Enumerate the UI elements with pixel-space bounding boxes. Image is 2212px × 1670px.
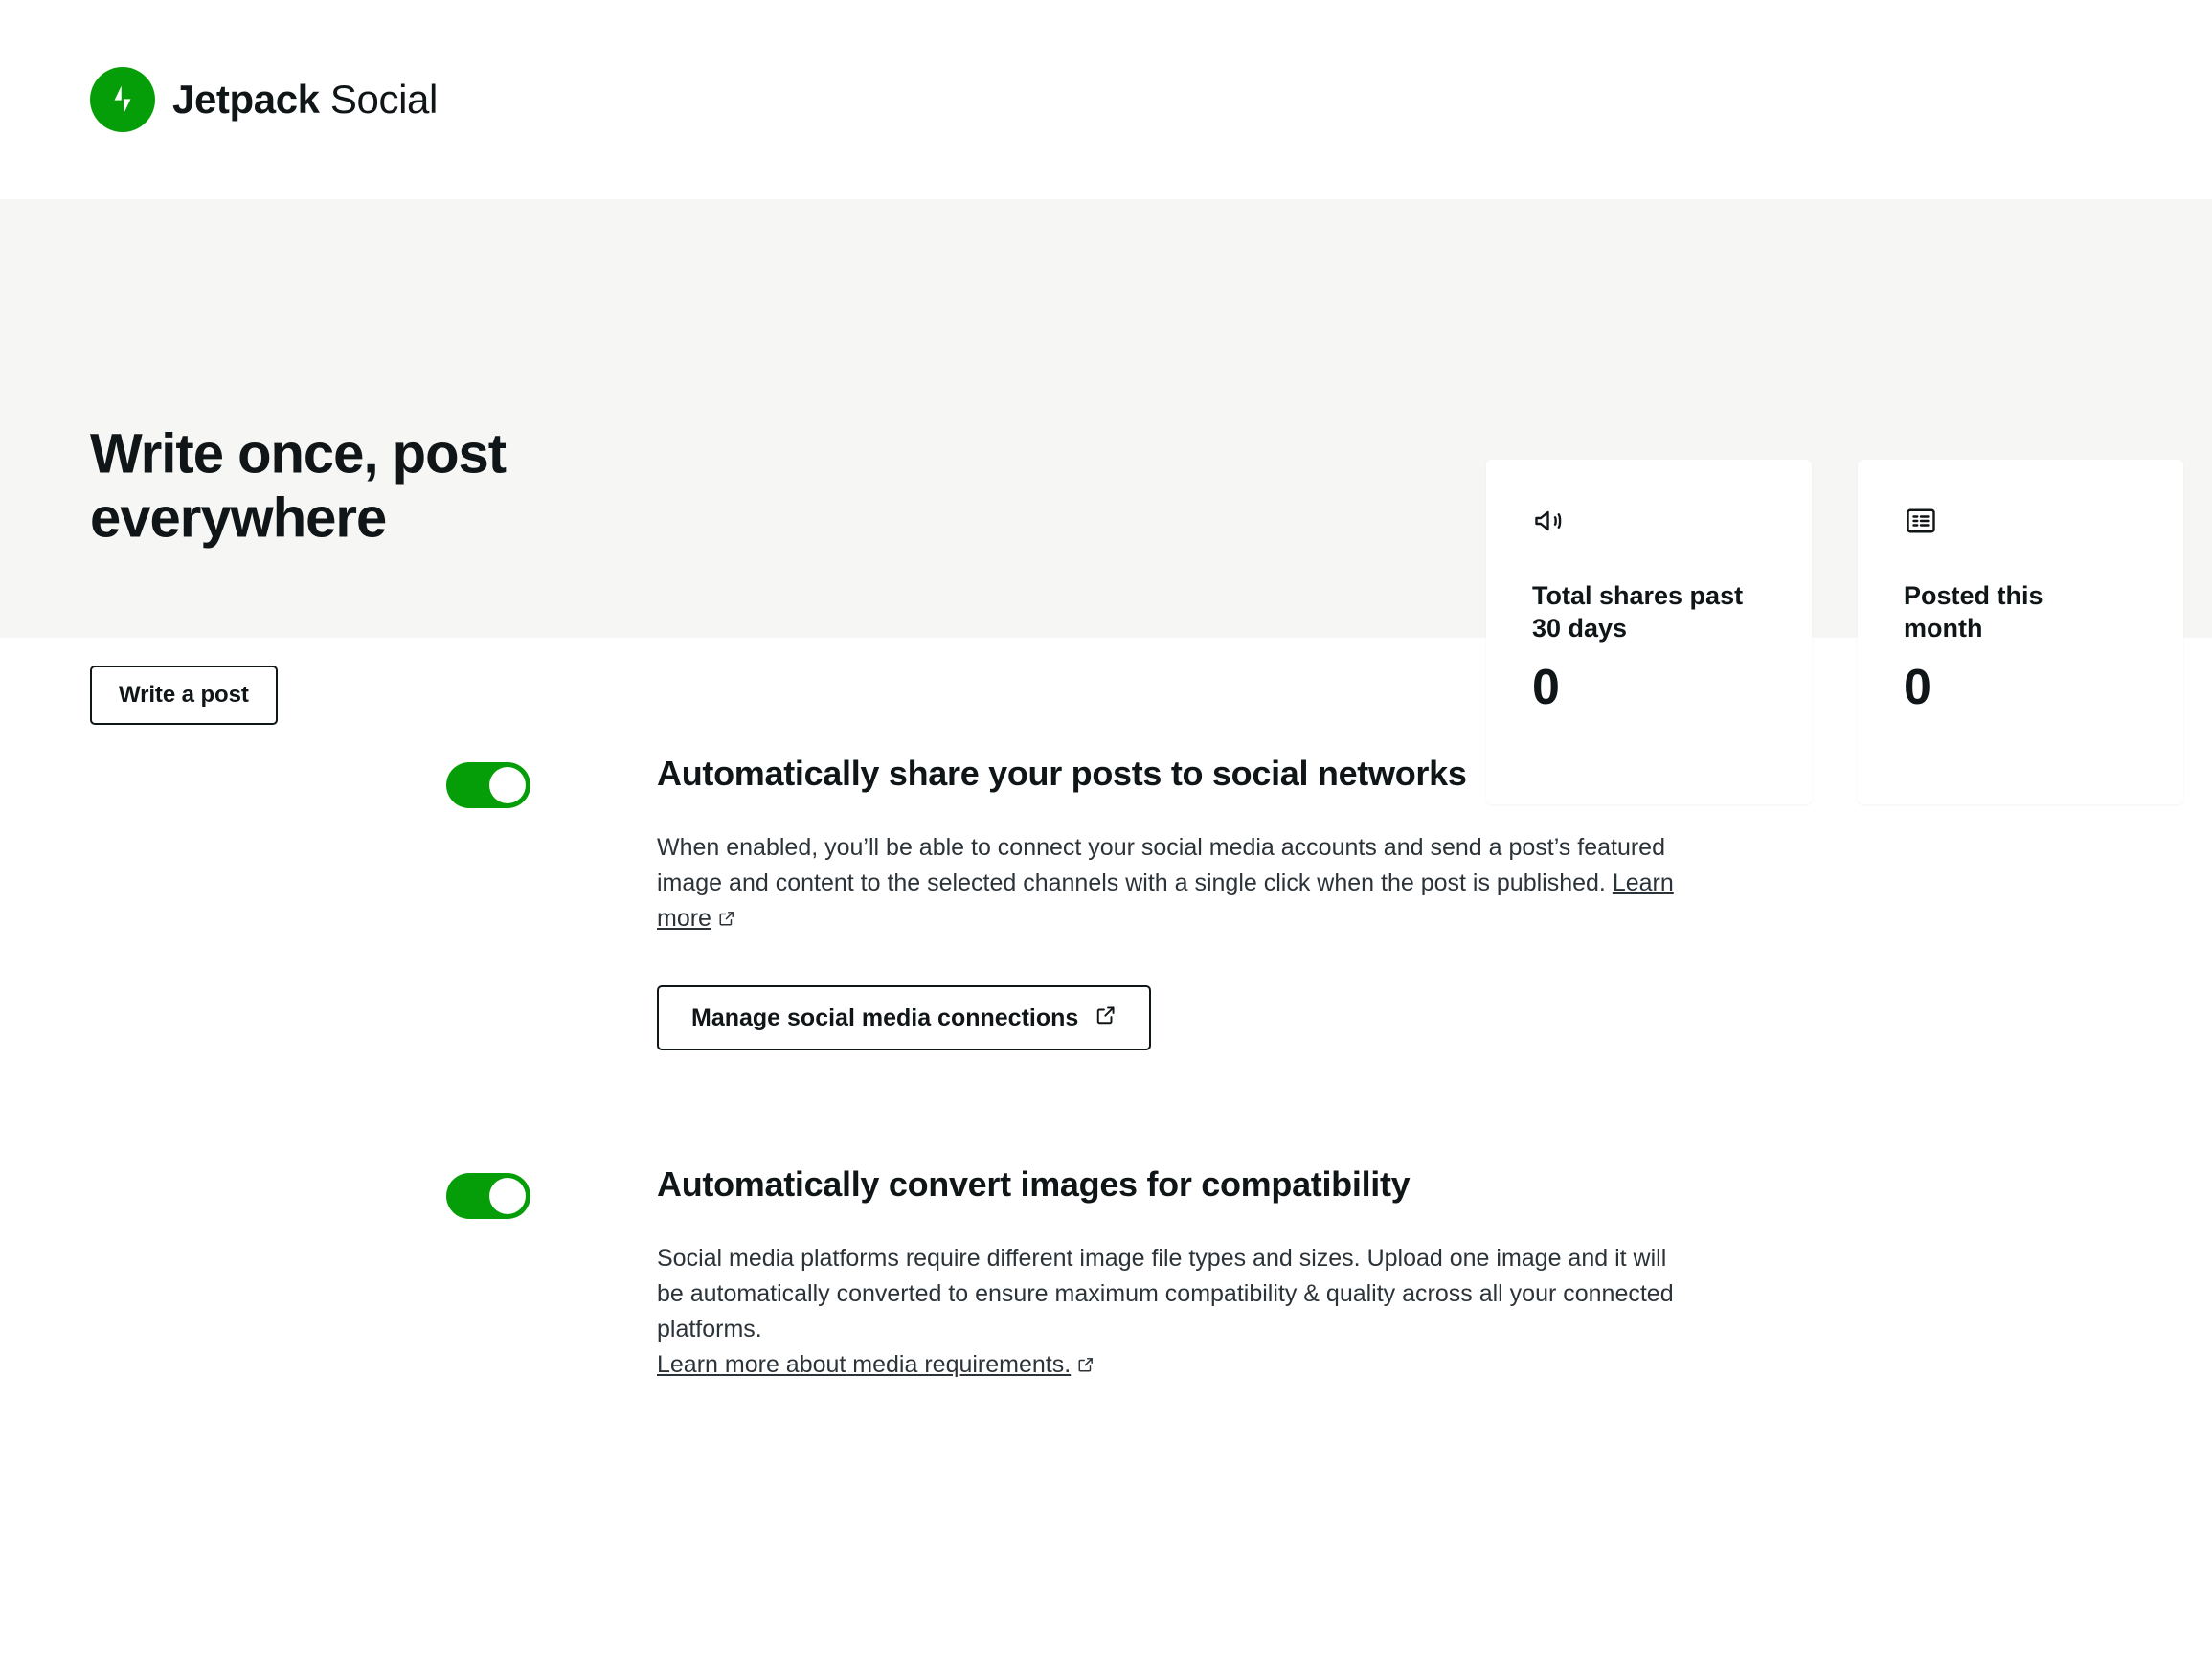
auto-convert-images-toggle[interactable] — [446, 1173, 530, 1219]
media-requirements-link[interactable]: Learn more about media requirements. — [657, 1351, 1072, 1379]
brand-logo[interactable] — [90, 67, 438, 132]
setting-title: Automatically convert images for compatibility — [657, 1164, 1411, 1205]
external-link-icon — [718, 902, 735, 937]
toggle-knob — [489, 1178, 526, 1214]
setting-auto-convert-images — [0, 1163, 2212, 1384]
setting-body — [446, 1163, 1691, 1384]
setting-description-text: When enabled, you’ll be able to connect your social media accounts and send a post’s featured image and content to the selected channels with a single click when the post is published. — [657, 834, 1665, 897]
setting-description — [657, 830, 1691, 937]
write-a-post-button[interactable]: Write a post — [90, 666, 278, 725]
setting-auto-share — [0, 753, 2212, 1050]
setting-description — [657, 1241, 1691, 1384]
learn-more-link[interactable]: Learn more — [657, 869, 1674, 933]
stat-label: Total shares past 30 days — [1532, 581, 1744, 643]
stat-label: Posted this month — [1904, 581, 2043, 643]
setting-description-text: Social media platforms require different image file types and sizes. Upload one image and it will be automatically converted to ensure maximum compatibility & quality across all your connected platforms. — [657, 1245, 1674, 1343]
app-header — [0, 0, 2212, 199]
brand-title — [172, 79, 438, 120]
brand-name-bold: Jetpack — [172, 77, 320, 122]
manage-button-label: Manage social media connections — [691, 1004, 1079, 1031]
setting-title: Automatically share your posts to social networks — [657, 754, 1467, 793]
external-link-icon — [1077, 1348, 1095, 1384]
manage-social-media-connections-button[interactable] — [657, 985, 1151, 1050]
stat-value: 0 — [1904, 659, 1931, 715]
external-link-icon — [1095, 1004, 1117, 1032]
hero-section — [0, 199, 2212, 715]
toggle-knob — [489, 767, 526, 803]
setting-body — [446, 753, 1691, 1050]
list-view-icon — [1904, 504, 2137, 550]
jetpack-logo-icon — [90, 67, 155, 132]
brand-name-light: Social — [329, 77, 438, 122]
page-title: Write once, post everywhere — [90, 422, 507, 550]
megaphone-icon — [1532, 504, 1766, 550]
stat-value: 0 — [1532, 659, 1560, 715]
auto-share-toggle[interactable] — [446, 762, 530, 808]
